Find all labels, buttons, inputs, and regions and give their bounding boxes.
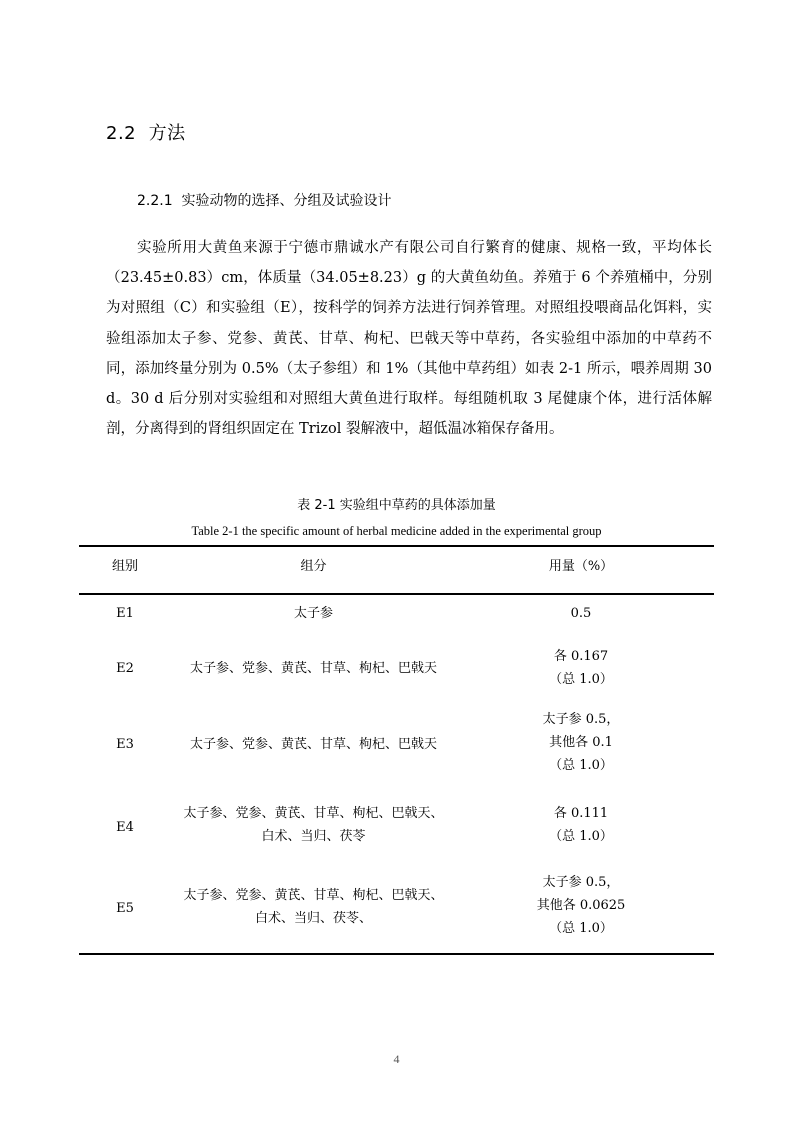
- body-text: [106, 233, 712, 444]
- components-line: 白术、当归、茯苓: [261, 829, 366, 844]
- dosage-line: 各 0.167: [553, 649, 609, 664]
- components-line: 太子参、党参、黄芪、甘草、枸杞、巴戟天: [189, 737, 437, 752]
- table-caption-en: Table 2-1 the specific amount of herbal medicine added in the experimental group: [191, 524, 602, 538]
- dosage-line: 各 0.111: [553, 806, 609, 821]
- table-header-components: 组分: [300, 559, 327, 574]
- section-heading: [106, 119, 186, 145]
- subsection-number: 2.2.1: [137, 193, 173, 209]
- paragraph: 实验所用大黄鱼来源于宁德市鼎诚水产有限公司自行繁育的健康、规格一致，平均体长（23.45±0.83）cm，体质量（34.05±8.23）g 的大黄鱼幼鱼。养殖于 6 个养殖桶中，分别为对照组（C）和实验组（E），按科学的饲养方法进行饲养管理。对照组投喂商品化饵料，实验组添加太子参、党参、黄芪、甘草、枸杞、巴戟天等中草药，各实验组中添加的中草药不同，添加终量分别为 0.5%（太子参组）和 1%（其他中草药组）如表 2-1 所示，喂养周期 30 d。30 d 后分别对实验组和对照组大黄鱼进行取样。每组随机取 3 尾健康个体，进行活体解剖，分离得到的肾组织固定在 Trizol 裂解液中，超低温冰箱保存备用。: [106, 240, 712, 438]
- components-line: 太子参、党参、黄芪、甘草、枸杞、巴戟天、: [183, 888, 444, 903]
- dosage-line: （总 1.0）: [549, 829, 613, 844]
- dosage-line: 其他各 0.0625: [536, 898, 626, 913]
- table-cell-components: [171, 802, 456, 848]
- table-cell-dosage: [456, 602, 706, 625]
- subsection-heading: [137, 190, 392, 210]
- table-cell-dosage: [456, 871, 706, 940]
- components-line: 白术、当归、茯苓、: [254, 911, 372, 926]
- components-line: 太子参: [293, 606, 333, 621]
- table-cell-components: [171, 884, 456, 930]
- table-cell-group: E2: [116, 661, 134, 676]
- components-line: 太子参、党参、黄芪、甘草、枸杞、巴戟天: [189, 661, 437, 676]
- dosage-line: 0.5: [570, 606, 592, 621]
- table-header-dosage: 用量（%）: [548, 559, 614, 574]
- table-cell-dosage: [456, 645, 706, 691]
- table-header-group: 组别: [111, 559, 138, 574]
- table-cell-group: E1: [116, 606, 134, 621]
- section-number: 2.2: [106, 123, 137, 144]
- dosage-line: （总 1.0）: [549, 672, 613, 687]
- dosage-line: 其他各 0.1: [549, 735, 613, 750]
- section-title: 方法: [148, 123, 186, 144]
- dosage-line: （总 1.0）: [549, 921, 613, 936]
- dosage-line: 太子参 0.5，: [542, 875, 620, 890]
- components-line: 太子参、党参、黄芪、甘草、枸杞、巴戟天、: [183, 806, 444, 821]
- dosage-line: 太子参 0.5，: [542, 712, 620, 727]
- dosage-line: （总 1.0）: [549, 758, 613, 773]
- subsection-title: 实验动物的选择、分组及试验设计: [181, 193, 392, 209]
- table-cell-dosage: [456, 802, 706, 848]
- page-number: 4: [393, 1052, 400, 1066]
- table-cell-components: [171, 733, 456, 756]
- table-cell-group: E4: [116, 820, 134, 835]
- table-caption-cn: 表 2-1 实验组中草药的具体添加量: [297, 498, 496, 513]
- table-cell-components: [171, 657, 456, 680]
- table-cell-group: E5: [116, 901, 134, 916]
- table-cell-group: E3: [116, 737, 134, 752]
- table-top-rule: [79, 545, 714, 547]
- table-cell-dosage: [456, 708, 706, 777]
- table-bottom-rule: [79, 953, 714, 955]
- table-header-rule: [79, 593, 714, 595]
- table-cell-components: [171, 602, 456, 625]
